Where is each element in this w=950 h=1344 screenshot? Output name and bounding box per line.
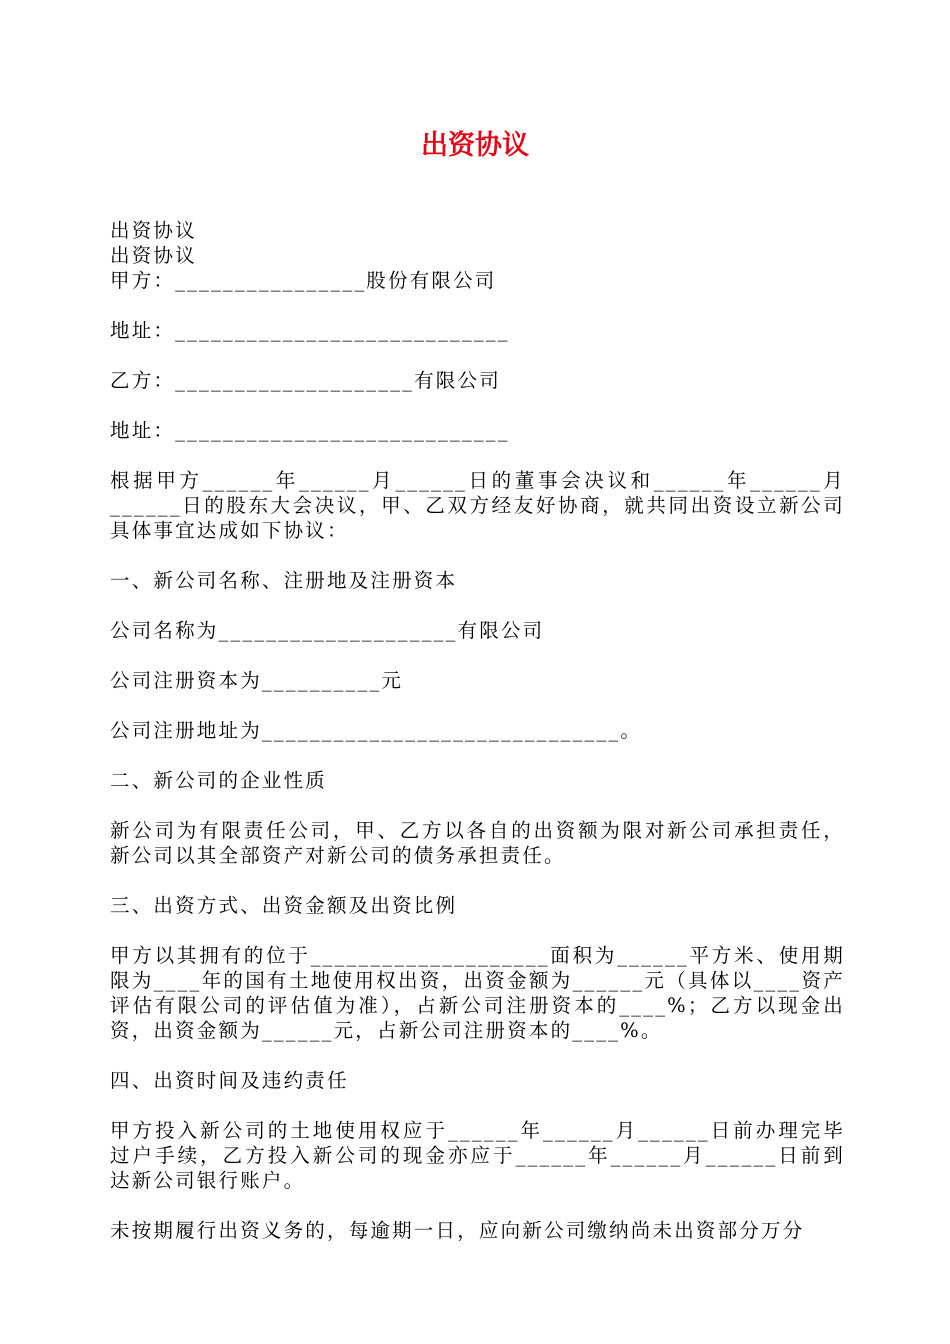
party-a-address-line: 地址：____________________________: [110, 319, 510, 342]
section-heading: 二、新公司的企业性质: [110, 769, 328, 792]
spacer: [110, 1093, 845, 1118]
timing-paragraph: 甲方投入新公司的土地使用权应于______年______月______日前办理完毕过户手续，乙方投入新公司的现金亦应于______年______月______日前到达新公司银行账户。: [110, 1119, 845, 1192]
spacer: [110, 393, 845, 418]
spacer: [110, 1043, 845, 1068]
preamble-paragraph: 根据甲方______年______月______日的董事会决议和______年______月______日的股东大会决议，甲、乙双方经友好协商，就共同出资设立新公司具体事宜达成如下协议：: [110, 469, 845, 542]
section-heading: 四、出资时间及违约责任: [110, 1069, 349, 1092]
party-b-address-line: 地址：____________________________: [110, 419, 510, 442]
spacer: [110, 643, 845, 668]
section-heading: 一、新公司名称、注册地及注册资本: [110, 569, 458, 592]
registered-address-line: 公司注册地址为______________________________。: [110, 719, 643, 742]
spacer: [110, 293, 845, 318]
spacer: [110, 868, 845, 893]
contribution-paragraph: 甲方以其拥有的位于____________________面积为______平方米、使用期限为____年的国有土地使用权出资，出资金额为______元（具体以____资产评估有限公司的评估值为准），占新公司注册资本的____%；乙方以现金出资，出资金额为______元，占新公司注册资本的____%。: [110, 944, 845, 1042]
company-nature-paragraph: 新公司为有限责任公司，甲、乙方以各自的出资额为限对新公司承担责任，新公司以其全部资产对新公司的债务承担责任。: [110, 819, 845, 867]
spacer: [110, 343, 845, 368]
spacer: [110, 793, 845, 818]
section-heading: 三、出资方式、出资金额及出资比例: [110, 894, 458, 917]
registered-capital-line: 公司注册资本为__________元: [110, 669, 404, 692]
heading-line: 出资协议: [110, 244, 197, 267]
party-a-line: 甲方：________________股份有限公司: [110, 269, 497, 292]
company-name-line: 公司名称为____________________有限公司: [110, 619, 545, 642]
spacer: [110, 543, 845, 568]
spacer: [110, 593, 845, 618]
spacer: [110, 693, 845, 718]
document-title: 出资协议: [421, 130, 529, 161]
spacer: [110, 1193, 845, 1218]
liability-paragraph: 未按期履行出资义务的，每逾期一日，应向新公司缴纳尚未出资部分万分: [110, 1219, 805, 1242]
party-b-line: 乙方：____________________有限公司: [110, 369, 501, 392]
spacer: [110, 443, 845, 468]
heading-line: 出资协议: [110, 219, 197, 242]
spacer: [110, 743, 845, 768]
document-body: [110, 218, 845, 1243]
spacer: [110, 918, 845, 943]
